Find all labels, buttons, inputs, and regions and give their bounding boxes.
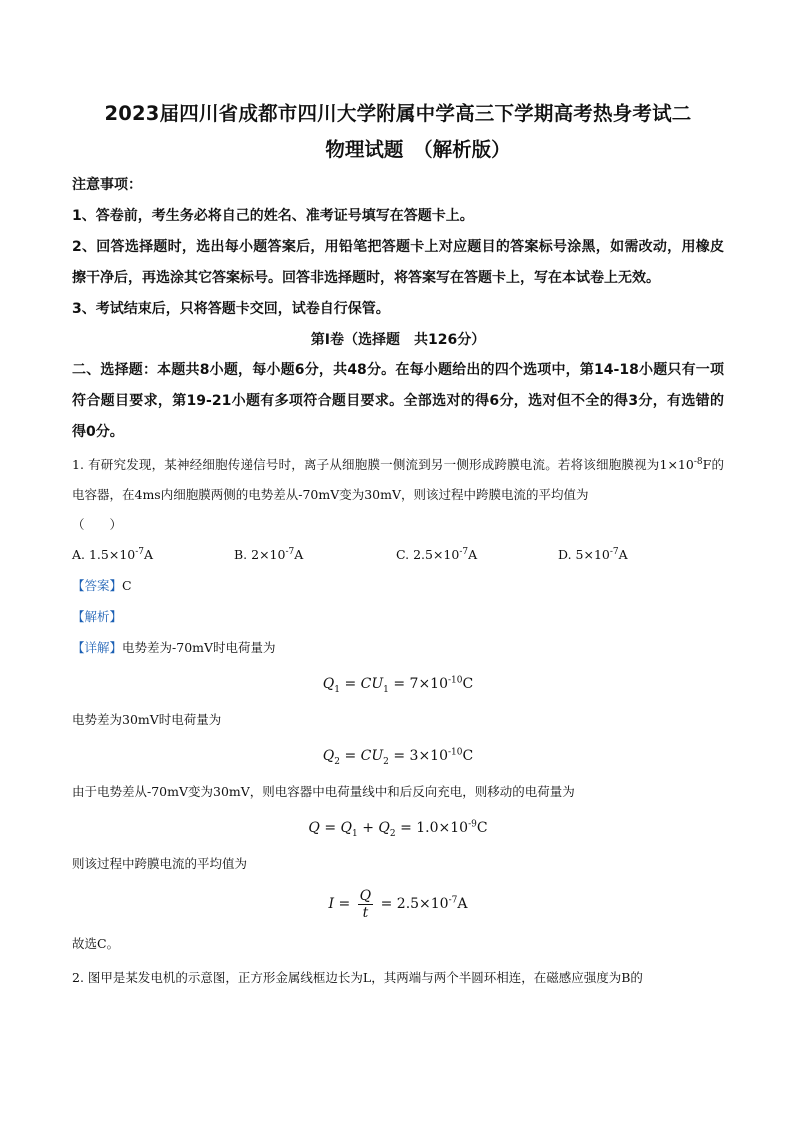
doc-title-line1: 2023届四川省成都市四川大学附属中学高三下学期高考热身考试二: [104, 102, 692, 125]
section-title: 第Ⅰ卷（选择题 共126分）: [310, 332, 486, 348]
q1-equation-3: $Q = Q_1 + Q_2 = 1.0\times 10^{-9}C$: [308, 819, 488, 839]
q2-stem: 2. 图甲是某发电机的示意图，正方形金属线框边长为L，其两端与两个半圆环相连，在磁感应强度为B的: [72, 970, 643, 985]
q1-options: [72, 540, 724, 570]
q1-equation-4: I = $\frac{Q}{t}$ = $2.5\times 10^{-7}A$: [328, 887, 468, 921]
fraction: $\frac{Q}{t}$: [359, 887, 372, 921]
q1-option-d: D. $5\times 10^{-7}A$: [558, 546, 628, 562]
question-1: [72, 450, 724, 959]
notice-item-2: 2、回答选择题时，选出每小题答案后，用铅笔把答题卡上对应题目的答案标号涂黑，如需改动，用橡皮擦干净后，再选涂其它答案标号。回答非选择题时，将答案写在答题卡上，写在本试卷上无效。: [72, 239, 724, 286]
q1-detail-1: 【详解】电势差为-70mV时电荷量为: [72, 640, 276, 655]
notice-item-3: 3、考试结束后，只将答题卡交回，试卷自行保管。: [72, 301, 390, 317]
q1-conclusion: 故选C。: [72, 936, 120, 951]
q1-stem: 1. 有研究发现，某神经细胞传递信号时，离子从细胞膜一侧流到另一侧形成跨膜电流。若将该细胞膜视为$1\times 10^{-8}F$的电容器，在4ms内细胞膜两侧的电势差从-70mV变为30mV，则该过程中跨膜电流的平均值为: [72, 456, 724, 502]
q1-detail-3: 由于电势差从-70mV变为30mV，则电容器中电荷量线中和后反向充电，则移动的电荷量为: [72, 784, 575, 799]
doc-title-line2: 物理试题 （解析版）: [325, 138, 511, 161]
q1-analysis-label: 【解析】: [72, 609, 123, 624]
q1-detail-4: 则该过程中跨膜电流的平均值为: [72, 856, 248, 871]
notice-item-1: 1、答卷前，考生务必将自己的姓名、准考证号填写在答题卡上。: [72, 208, 474, 224]
q1-option-b: B. $2\times 10^{-7}A$: [234, 546, 304, 562]
part-intro: 二、选择题：本题共8小题，每小题6分，共48分。在每小题给出的四个选项中，第14-18小题只有一项符合题目要求，第19-21小题有多项符合题目要求。全部选对的得6分，选对但不全的得3分，有选错的得0分。: [72, 362, 724, 440]
q1-equation-2: $Q_2 = CU_2 = 3\times 10^{-10}C$: [322, 747, 474, 767]
q1-option-a: A. $1.5\times 10^{-7}A$: [72, 546, 154, 562]
q1-option-c: C. $2.5\times 10^{-7}A$: [396, 546, 478, 562]
q1-detail-2: 电势差为30mV时电荷量为: [72, 712, 222, 727]
document-page: [72, 96, 724, 993]
q1-answer: 【答案】C: [72, 578, 132, 593]
notice-heading: 注意事项：: [72, 177, 142, 193]
q1-stem-bracket: （ ）: [72, 517, 123, 532]
q1-equation-1: $Q_1 = CU_1 = 7\times 10^{-10}C$: [322, 675, 474, 695]
